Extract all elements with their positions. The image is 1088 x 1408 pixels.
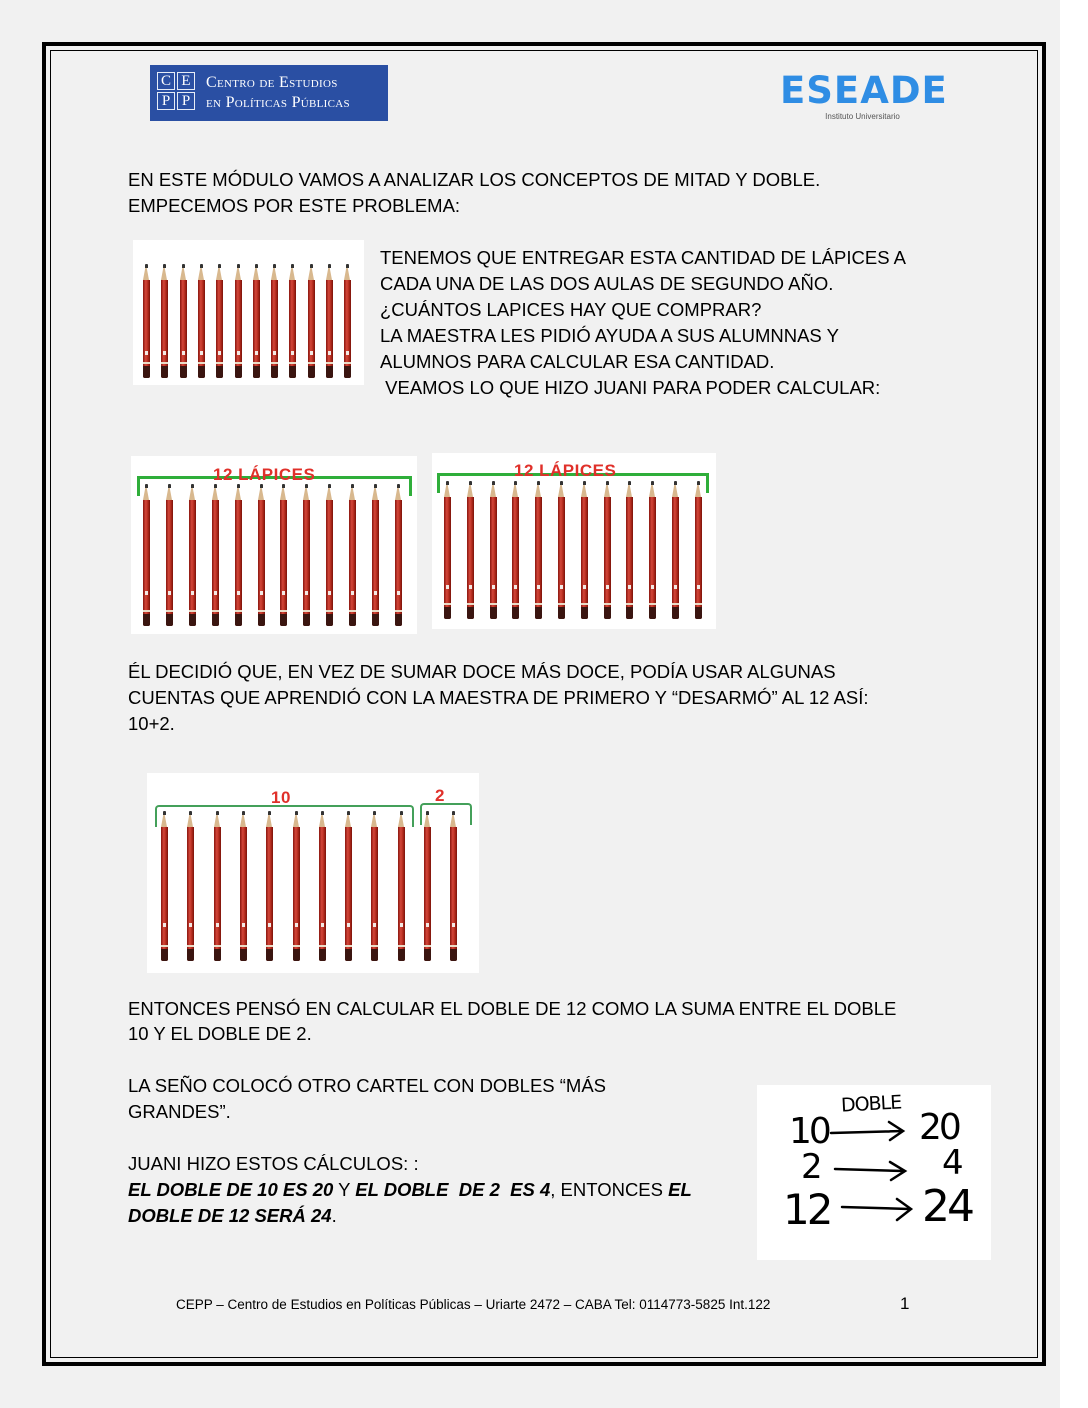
cartel-line-2: GRANDES”. <box>128 1101 231 1122</box>
pencil <box>424 827 431 961</box>
pencil <box>345 827 352 961</box>
pencil <box>180 280 187 378</box>
pencil <box>253 280 260 378</box>
pencil <box>558 497 565 619</box>
pencil <box>581 497 588 619</box>
calc-plain: Y <box>333 1179 356 1200</box>
pencil <box>450 827 457 961</box>
doble-to: 20 <box>919 1107 959 1148</box>
problem-line: TENEMOS QUE ENTREGAR ESTA CANTIDAD DE LÁPICES A <box>380 247 906 268</box>
split-label-ten: 10 <box>271 788 291 807</box>
pencil <box>280 500 287 626</box>
pencil <box>308 280 315 378</box>
pencil <box>303 500 310 626</box>
arrow-icon <box>831 1122 903 1140</box>
doble-title: DOBLE <box>840 1091 902 1117</box>
pencil <box>198 280 205 378</box>
cartel-line-1: LA SEÑO COLOCÓ OTRO CARTEL CON DOBLES “MÁS <box>128 1075 607 1096</box>
problem-line: ALUMNOS PARA CALCULAR ESA CANTIDAD. <box>380 351 775 372</box>
pencil <box>535 497 542 619</box>
decision-line: ÉL DECIDIÓ QUE, EN VEZ DE SUMAR DOCE MÁS DOCE, PODÍA USAR ALGUNAS <box>128 661 836 682</box>
pencil <box>187 827 194 961</box>
pencil <box>444 497 451 619</box>
problem-line: VEAMOS LO QUE HIZO JUANI PARA PODER CALCULAR: <box>380 377 881 398</box>
eseade-subtitle: Instituto Universitario <box>825 112 900 121</box>
group-label-left: 12 LÁPICES <box>213 465 316 484</box>
pencil <box>344 280 351 378</box>
pencil <box>258 500 265 626</box>
cepp-letter: P <box>157 92 175 110</box>
pencil <box>695 497 702 619</box>
cepp-name-line2: en Políticas Públicas <box>206 94 350 111</box>
cepp-name <box>206 73 350 113</box>
pencils-group-right <box>432 453 716 629</box>
pencil <box>289 280 296 378</box>
cepp-letter: C <box>157 72 175 90</box>
intro-line-1: EN ESTE MÓDULO VAMOS A ANALIZAR LOS CONCEPTOS DE MITAD Y DOBLE. <box>128 169 821 190</box>
decision-line: CUENTAS QUE APRENDIÓ CON LA MAESTRA DE PRIMERO Y “DESARMÓ” AL 12 ASÍ: <box>128 687 869 708</box>
pencil <box>371 827 378 961</box>
thought-line-2: 10 Y EL DOBLE DE 2. <box>128 1023 312 1044</box>
doble-from: 10 <box>789 1111 829 1152</box>
doble-to: 4 <box>942 1143 964 1183</box>
cepp-logo <box>150 65 388 121</box>
doble-from: 12 <box>783 1185 831 1234</box>
page-number: 1 <box>900 1294 910 1313</box>
cepp-letter: E <box>177 72 195 90</box>
pencils-split-image <box>147 773 479 973</box>
pencil <box>161 280 168 378</box>
thought-line-1: ENTONCES PENSÓ EN CALCULAR EL DOBLE DE 12 COMO LA SUMA ENTRE EL DOBLE <box>128 998 897 1019</box>
cepp-name-line1: Centro de Estudios <box>206 74 338 91</box>
pencil <box>143 280 150 378</box>
pencil <box>512 497 519 619</box>
doble-from: 2 <box>801 1147 823 1187</box>
pencil <box>395 500 402 626</box>
pencil <box>212 500 219 626</box>
calc-emph: EL <box>668 1179 692 1200</box>
pencil <box>266 827 273 961</box>
pencil <box>240 827 247 961</box>
pencil <box>271 280 278 378</box>
problem-line: LA MAESTRA LES PIDIÓ AYUDA A SUS ALUMNNAS Y <box>380 325 839 346</box>
calc-emph: DOBLE DE 12 SERÁ 24 <box>128 1205 332 1226</box>
decision-line: 10+2. <box>128 713 175 734</box>
problem-line: ¿CUÁNTOS LAPICES HAY QUE COMPRAR? <box>380 299 762 320</box>
pencils-group-left <box>131 456 417 634</box>
pencil <box>398 827 405 961</box>
cepp-monogram <box>157 72 197 112</box>
pencil <box>604 497 611 619</box>
pencil <box>626 497 633 619</box>
pencil <box>326 500 333 626</box>
cepp-letter: P <box>177 92 195 110</box>
pencil <box>143 500 150 626</box>
pencil <box>490 497 497 619</box>
calc-line-1 <box>128 1177 692 1203</box>
pencil <box>161 827 168 961</box>
pencil <box>293 827 300 961</box>
pencil <box>166 500 173 626</box>
pencil <box>216 280 223 378</box>
footer-text: CEPP – Centro de Estudios en Políticas Públicas – Uriarte 2472 – CABA Tel: 0114773-5825 Int.122 <box>176 1297 771 1312</box>
doble-sign <box>757 1085 991 1260</box>
pencil <box>372 500 379 626</box>
pencil <box>349 500 356 626</box>
pencil <box>319 827 326 961</box>
pencil <box>214 827 221 961</box>
pencils-image-twelve <box>133 240 364 385</box>
split-label-two: 2 <box>435 786 445 805</box>
calc-emph: EL DOBLE DE 10 ES 20 <box>128 1179 334 1200</box>
pencil <box>235 500 242 626</box>
pencil <box>326 280 333 378</box>
eseade-logo <box>780 69 948 125</box>
calc-plain: , ENTONCES <box>550 1179 669 1200</box>
group-label-right: 12 LÁPICES <box>514 461 617 480</box>
eseade-name: ESEADE <box>780 69 948 112</box>
problem-line: CADA UNA DE LAS DOS AULAS DE SEGUNDO AÑO. <box>380 273 834 294</box>
calc-intro: JUANI HIZO ESTOS CÁLCULOS: : <box>128 1153 419 1174</box>
pencil <box>235 280 242 378</box>
calc-emph: EL DOBLE DE 2 ES 4 <box>355 1179 551 1200</box>
pencil <box>649 497 656 619</box>
arrow-icon <box>835 1162 905 1180</box>
arrow-icon <box>842 1199 911 1220</box>
doble-arrows <box>757 1085 991 1260</box>
pencil <box>672 497 679 619</box>
doble-to: 24 <box>922 1181 972 1232</box>
intro-line-2: EMPECEMOS POR ESTE PROBLEMA: <box>128 195 461 216</box>
calc-plain: . <box>331 1205 337 1226</box>
pencil <box>189 500 196 626</box>
page-edge <box>1060 0 1088 1408</box>
calc-line-2 <box>128 1203 337 1229</box>
pencil <box>467 497 474 619</box>
